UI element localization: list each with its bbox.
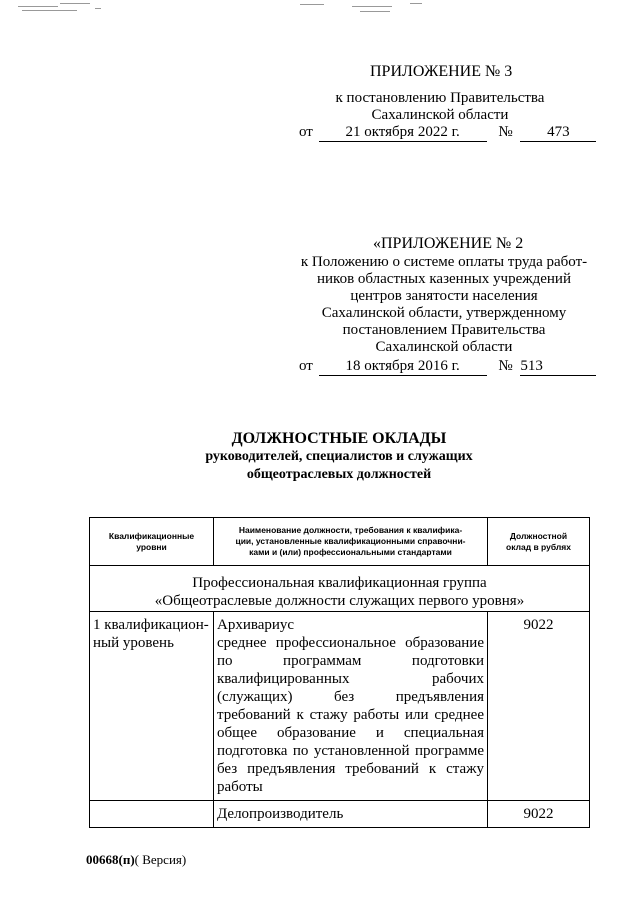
appendix2-text (299, 254, 589, 356)
appendix2-from-label: от (299, 358, 313, 374)
document-code-number: 00668(п) (86, 852, 135, 867)
table-row (90, 612, 590, 801)
appendix3-date-line (299, 124, 596, 142)
appendix2-line: центров занятости населения (350, 288, 538, 304)
appendix2-number: 513 (520, 358, 596, 376)
document-version: ( Версия) (134, 852, 187, 867)
appendix3-line1: к постановлению Правительства (335, 90, 545, 106)
position-cell (214, 612, 488, 801)
document-title: ДОЛЖНОСТНЫЕ ОКЛАДЫ (231, 430, 447, 447)
appendix3-number-sign: № (498, 124, 513, 140)
appendix3-from-label: от (299, 124, 313, 140)
appendix2-date-line (299, 358, 596, 376)
appendix2-date: 18 октября 2016 г. (319, 358, 487, 376)
table-header-row (90, 518, 590, 566)
group-name: Профессиональная квалификационная группа «Общеотраслевые должности служащих первого уровня» (90, 566, 590, 612)
qualification-level-cell (90, 801, 214, 828)
position-name: Архивариус (217, 617, 295, 633)
document-subtitle-1: руководителей, специалистов и служащих (205, 449, 473, 464)
salary-table (89, 517, 590, 828)
salary-cell: 9022 (488, 612, 590, 801)
appendix2-title: «ПРИЛОЖЕНИЕ № 2 (373, 235, 524, 252)
position-requirements: среднее профессиональное образование по программам подготовки квалифицированных рабочих (служащих) без предъявления требований к стажу работы или среднее общее образование и специальная подготовка по установленной программе без предъявления требований к стажу работы (217, 635, 484, 795)
table-row (90, 801, 590, 828)
appendix2-line: Сахалинской области (375, 339, 513, 355)
appendix3-title: ПРИЛОЖЕНИЕ № 3 (370, 63, 513, 80)
salary-cell: 9022 (488, 801, 590, 828)
position-name: Делопроизводитель (214, 801, 488, 828)
header-position-requirements: Наименование должности, требования к квалифика- ции, установленные квалификационными справочни- ками и (или) профессиональными стандартами (214, 518, 488, 566)
appendix3-line2: Сахалинской области (371, 107, 509, 123)
qualification-level-cell: 1 квалификацион- ный уровень (90, 612, 214, 801)
appendix2-line: Сахалинской области, утвержденному (321, 305, 567, 321)
table-group-row (90, 566, 590, 612)
appendix3-number: 473 (520, 124, 596, 142)
document-subtitle-2: общеотраслевых должностей (246, 467, 432, 482)
document-code (86, 852, 186, 868)
header-qualification-levels: Квалификационные уровни (90, 518, 214, 566)
appendix2-number-sign: № (498, 358, 513, 374)
appendix2-line: ников областных казенных учреждений (316, 271, 571, 287)
appendix2-line: к Положению о системе оплаты труда работ- (300, 254, 588, 270)
appendix3-date: 21 октября 2022 г. (319, 124, 487, 142)
appendix2-line: постановлением Правительства (342, 322, 546, 338)
scan-artifact (0, 0, 634, 22)
header-salary: Должностной оклад в рублях (488, 518, 590, 566)
